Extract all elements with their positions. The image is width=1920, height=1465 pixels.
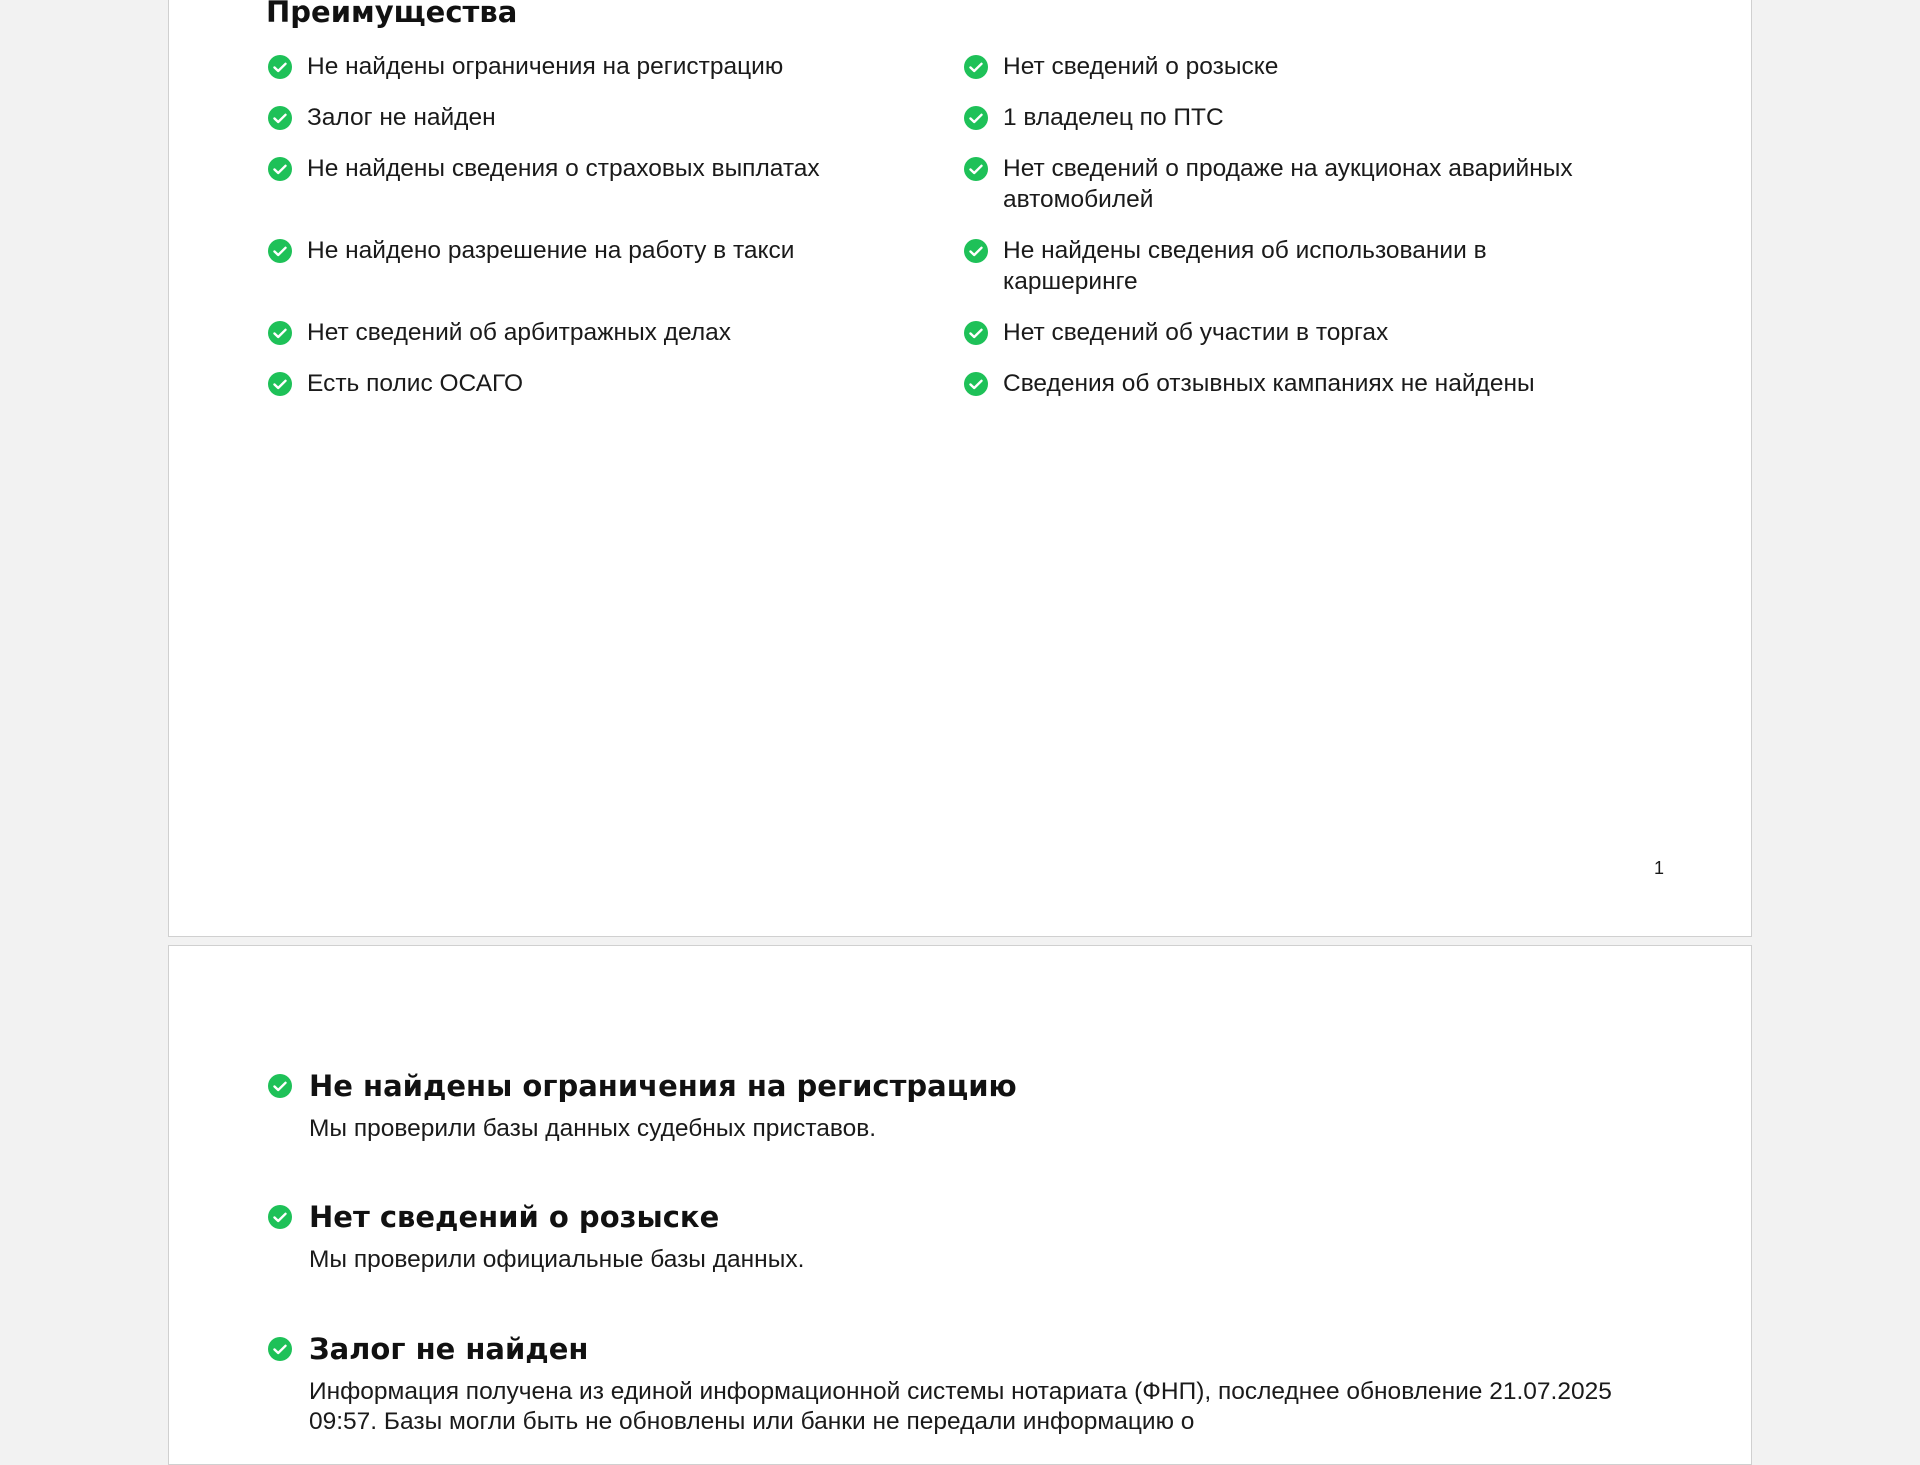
report-page-1 [168,0,1752,937]
check-circle-icon [964,55,988,79]
check-circle-icon [268,239,292,263]
advantage-label: Нет сведений об арбитражных делах [307,319,732,346]
check-circle-icon [964,239,988,263]
check-circle-icon [964,321,988,345]
detail-header [268,1331,1668,1367]
check-circle-icon [964,372,988,396]
advantage-label: Не найдено разрешение на работу в такси [307,237,795,264]
check-circle-icon [268,1337,292,1361]
check-circle-icon [268,157,292,181]
advantage-item [268,102,908,133]
check-circle-icon [268,1205,292,1229]
detail-section [268,1199,1668,1275]
advantage-label: Нет сведений о розыске [1003,53,1279,80]
check-circle-icon [268,106,292,130]
detail-section [268,1331,1668,1437]
advantage-label: Не найдены сведения о страховых выплатах [307,155,820,182]
advantage-item [964,317,1664,348]
detail-section [268,1068,1668,1144]
detail-title: Залог не найден [309,1332,589,1366]
advantage-label: Сведения об отзывных кампаниях не найдены [1003,370,1535,397]
detail-description: Мы проверили официальные базы данных. [309,1246,805,1273]
advantage-label: Нет сведений об участии в торгах [1003,319,1389,346]
check-circle-icon [268,55,292,79]
advantage-label: Нет сведений о продаже на аукционах аварийных автомобилей [1003,155,1573,213]
advantage-item [268,368,908,399]
check-circle-icon [268,372,292,396]
detail-description: Информация получена из единой информационной системы нотариата (ФНП), последнее обновление 21.07.2025 09:57. Базы могли быть не обновлены или банки не передали информацию о [309,1378,1612,1435]
advantage-label: Не найдены ограничения на регистрацию [307,53,784,80]
advantage-item [964,102,1664,133]
detail-header [268,1199,1668,1235]
check-circle-icon [268,321,292,345]
report-page-2 [168,945,1752,1465]
advantage-item [964,235,1524,297]
check-circle-icon [964,157,988,181]
advantage-item [268,235,908,266]
detail-title: Не найдены ограничения на регистрацию [309,1069,1017,1103]
advantages-title: Преимущества [266,0,518,29]
advantage-label: Не найдены сведения об использовании в каршеринге [1003,237,1487,295]
advantage-label: Залог не найден [307,104,496,131]
detail-description: Мы проверили базы данных судебных приставов. [309,1115,877,1142]
detail-title: Нет сведений о розыске [309,1200,720,1234]
advantage-item [268,153,908,184]
advantage-label: 1 владелец по ПТС [1003,104,1224,131]
page-number: 1 [1653,858,1664,878]
advantage-item [964,368,1664,399]
advantage-item [964,153,1634,215]
advantage-item [268,317,908,348]
detail-header [268,1068,1668,1104]
advantage-item [964,51,1664,82]
check-circle-icon [964,106,988,130]
advantage-label: Есть полис ОСАГО [307,370,524,397]
check-circle-icon [268,1074,292,1098]
advantage-item [268,51,908,82]
